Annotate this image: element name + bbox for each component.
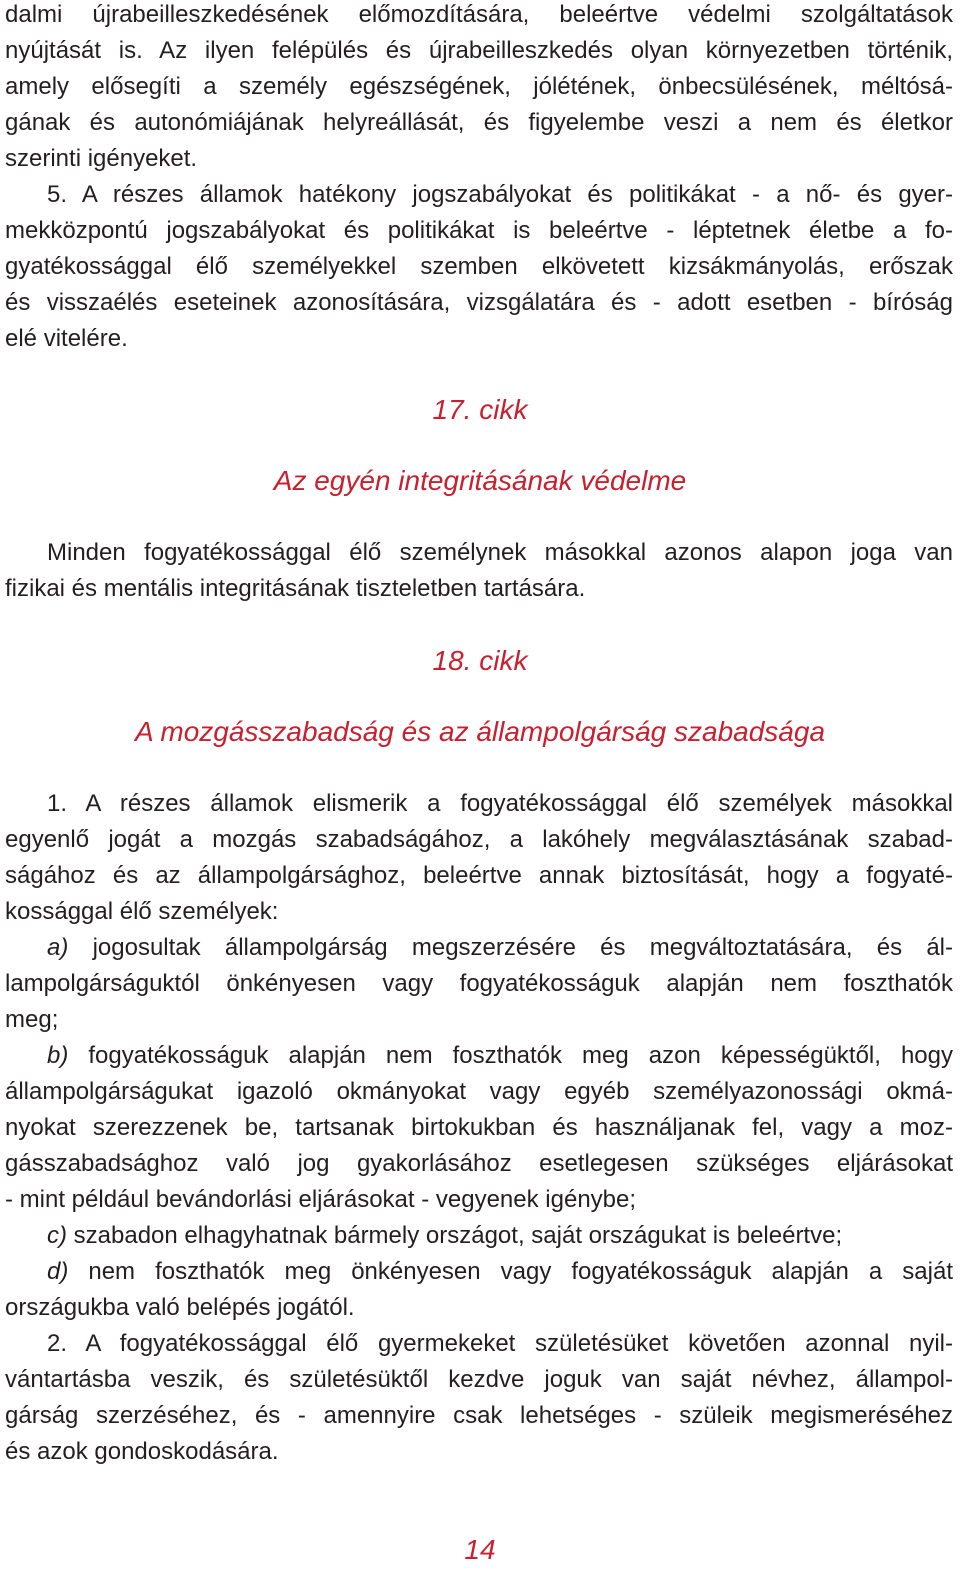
list-item-a [47,930,953,966]
text-line: gának és autonómiájának helyreállását, és figyelembe veszi a nem és életkor [5,109,953,136]
article-number: 17. cikk [432,394,528,425]
list-text: nem foszthatók meg önkényesen vagy fogyatékosságuk alapján a saját [68,1258,953,1285]
text-line: gásszabadsághoz való jog gyakorlásához esetlegesen szükséges eljárásokat [5,1150,953,1177]
text-line: és azok gondoskodására. [5,1438,279,1465]
text-line: kossággal élő személyek: [5,898,279,925]
text-line: - mint például bevándorlási eljárásokat - vegyenek igénybe; [5,1186,637,1213]
text-line: nyújtását is. Az ilyen felépülés és újrabeilleszkedés olyan környezetben történik, [5,37,953,64]
text-line: egyenlő jogát a mozgás szabadságához, a lakóhely megválasztásának szabad- [5,826,953,853]
list-text: fogyatékosságuk alapján nem foszthatók meg azon képességüktől, hogy [68,1042,953,1069]
text-line: mekközpontú jogszabályokat és politikákat is beleértve - léptetnek életbe a fo- [5,217,953,244]
list-item-b [47,1038,953,1074]
text-line: 1. A részes államok elismerik a fogyatékossággal élő személyek másokkal [47,790,953,817]
text-line: 5. A részes államok hatékony jogszabályokat és politikákat - a nő- és gyer- [47,181,953,208]
article-title: Az egyén integritásának védelme [273,465,687,496]
text-line: 2. A fogyatékossággal élő gyermekeket születésüket követően azonnal nyil- [47,1330,953,1357]
text-line: és visszaélés eseteinek azonosítására, vizsgálatára és - adott esetben - bíróság [5,289,953,316]
text-line: dalmi újrabeilleszkedésének előmozdítására, beleértve védelmi szolgáltatások [5,1,953,28]
text-line: nyokat szerezzenek be, tartsanak birtokukban és használjanak fel, vagy a moz- [5,1114,953,1141]
text-line: vántartásba veszik, és születésüktől kezdve joguk van saját névhez, állampol- [5,1366,953,1393]
list-label: a) [47,934,69,961]
text-line: amely elősegíti a személy egészségének, jólétének, önbecsülésének, méltósá- [5,73,953,100]
text-line: lampolgárságuktól önkényesen vagy fogyatékosságuk alapján nem foszthatók [5,970,953,997]
text-line: fizikai és mentális integritásának tiszteletben tartására. [5,575,586,602]
list-item-d [47,1254,953,1290]
text-line: gárság szerzéséhez, és - amennyire csak lehetséges - szüleik megismeréséhez [5,1402,953,1429]
page-number: 14 [464,1534,496,1565]
text-line: ságához és az állampolgársághoz, beleértve annak biztosítását, hogy a fogyaté- [5,862,953,889]
list-label: b) [47,1042,69,1069]
text-line: szerinti igényeket. [5,145,198,172]
list-label: d) [47,1258,69,1285]
list-text: szabadon elhagyhatnak bármely országot, saját országukat is beleértve; [67,1222,843,1249]
list-item-c [47,1218,953,1254]
text-line: állampolgárságukat igazoló okmányokat vagy egyéb személyazonossági okmá- [5,1078,953,1105]
text-line: országukba való belépés jogától. [5,1294,355,1321]
list-text: jogosultak állampolgárság megszerzésére és megváltoztatására, és ál- [68,934,953,961]
text-line: Minden fogyatékossággal élő személynek másokkal azonos alapon joga van [47,539,953,566]
text-line: elé vitelére. [5,325,128,352]
article-number: 18. cikk [432,645,528,676]
article-title: A mozgásszabadság és az állampolgárság szabadsága [134,716,826,747]
text-line: gyatékossággal élő személyekkel szemben elkövetett kizsákmányolás, erőszak [5,253,953,280]
text-line: meg; [5,1006,59,1033]
list-label: c) [47,1222,67,1249]
